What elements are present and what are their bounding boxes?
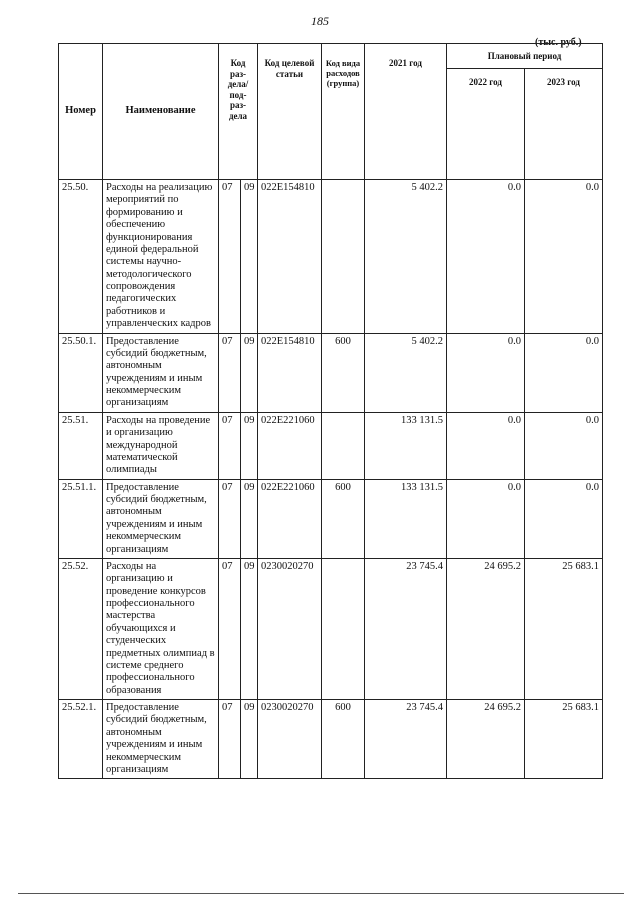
row-expense-type (322, 412, 365, 479)
row-amount-2022: 0.0 (447, 180, 525, 334)
row-amount-2022: 0.0 (447, 333, 525, 412)
row-section: 07 (219, 412, 241, 479)
page-number: 185 (311, 14, 329, 28)
row-name: Предоставление субсидий бюджетным, автономным учреждениям и иным некоммерческим организациям (103, 333, 219, 412)
row-amount-2022: 0.0 (447, 412, 525, 479)
row-subsection: 09 (241, 558, 258, 699)
row-amount-2021: 5 402.2 (365, 333, 447, 412)
row-target-code: 022E221060 (258, 479, 322, 558)
units-label: (тыс. руб.) (535, 37, 582, 48)
row-subsection: 09 (241, 180, 258, 334)
row-amount-2021: 23 745.4 (365, 700, 447, 779)
row-amount-2021: 23 745.4 (365, 558, 447, 699)
header-plan-period: Плановый период (447, 44, 603, 69)
header-section-code: Код раз-дела/ под-раз-дела (219, 44, 258, 180)
row-subsection: 09 (241, 333, 258, 412)
row-section: 07 (219, 180, 241, 334)
table-row (59, 333, 603, 412)
row-subsection: 09 (241, 700, 258, 779)
row-number: 25.51.1. (59, 479, 103, 558)
row-number: 25.52. (59, 558, 103, 699)
row-target-code: 022E221060 (258, 412, 322, 479)
row-section: 07 (219, 700, 241, 779)
row-name: Расходы на организацию и проведение конкурсов профессионального мастерства обучающихся и студенческих предметных олимпиад в системе среднего профессионального образования (103, 558, 219, 699)
row-expense-type (322, 180, 365, 334)
row-number: 25.51. (59, 412, 103, 479)
row-target-code: 0230020270 (258, 558, 322, 699)
table-row (59, 412, 603, 479)
header-number: Номер (59, 44, 103, 180)
row-name: Предоставление субсидий бюджетным, автономным учреждениям и иным некоммерческим организациям (103, 479, 219, 558)
row-amount-2023: 25 683.1 (525, 700, 603, 779)
row-amount-2023: 0.0 (525, 333, 603, 412)
bottom-divider (18, 893, 624, 894)
table-row (59, 558, 603, 699)
row-amount-2022: 24 695.2 (447, 700, 525, 779)
row-name: Расходы на проведение и организацию международной математической олимпиады (103, 412, 219, 479)
table-row (59, 180, 603, 334)
row-section: 07 (219, 558, 241, 699)
header-2022: 2022 год (447, 69, 525, 180)
row-amount-2022: 24 695.2 (447, 558, 525, 699)
row-subsection: 09 (241, 479, 258, 558)
table-header (59, 44, 603, 180)
table-row (59, 700, 603, 779)
row-expense-type: 600 (322, 333, 365, 412)
row-amount-2022: 0.0 (447, 479, 525, 558)
row-amount-2021: 133 131.5 (365, 412, 447, 479)
row-amount-2023: 0.0 (525, 479, 603, 558)
row-amount-2021: 133 131.5 (365, 479, 447, 558)
row-number: 25.52.1. (59, 700, 103, 779)
row-amount-2021: 5 402.2 (365, 180, 447, 334)
row-expense-type (322, 558, 365, 699)
row-target-code: 022E154810 (258, 333, 322, 412)
row-section: 07 (219, 479, 241, 558)
row-number: 25.50. (59, 180, 103, 334)
budget-table (58, 43, 603, 779)
row-subsection: 09 (241, 412, 258, 479)
row-name: Предоставление субсидий бюджетным, автономным учреждениям и иным некоммерческим организациям (103, 700, 219, 779)
row-name: Расходы на реализацию мероприятий по формированию и обеспечению функционирования единой федеральной системы научно-методологического сопровождения педагогических работников и управленческих кадров (103, 180, 219, 334)
table-row (59, 479, 603, 558)
row-expense-type: 600 (322, 700, 365, 779)
row-expense-type: 600 (322, 479, 365, 558)
header-target-code: Код целевой статьи (258, 44, 322, 180)
row-number: 25.50.1. (59, 333, 103, 412)
header-2021: 2021 год (365, 44, 447, 180)
header-2023: 2023 год (525, 69, 603, 180)
row-target-code: 022E154810 (258, 180, 322, 334)
row-amount-2023: 0.0 (525, 412, 603, 479)
table-body (59, 180, 603, 779)
row-section: 07 (219, 333, 241, 412)
row-amount-2023: 25 683.1 (525, 558, 603, 699)
row-amount-2023: 0.0 (525, 180, 603, 334)
header-expense-type: Код вида расходов (группа) (322, 44, 365, 180)
row-target-code: 0230020270 (258, 700, 322, 779)
header-name: Наименование (103, 44, 219, 180)
